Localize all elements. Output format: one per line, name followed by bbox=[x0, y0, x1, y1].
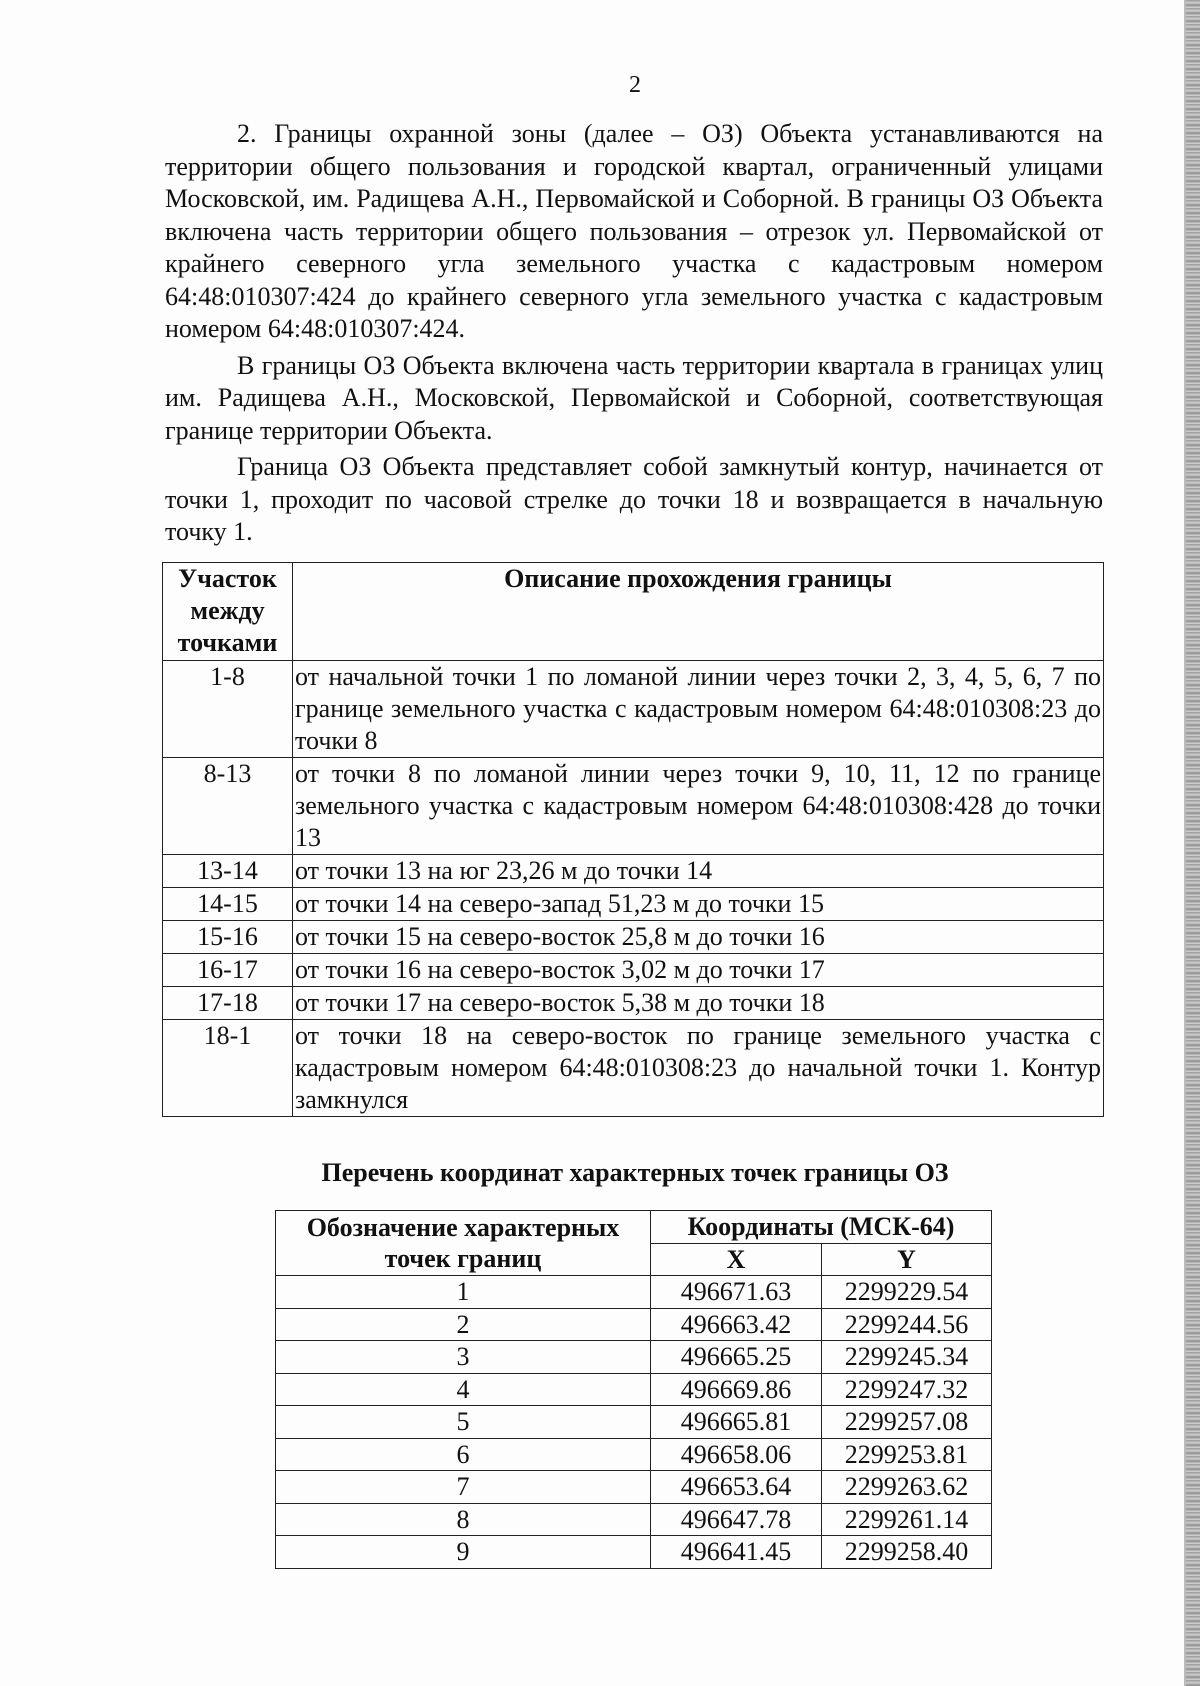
table-row bbox=[163, 954, 1104, 987]
description-cell: от точки 13 на юг 23,26 м до точки 14 bbox=[293, 855, 1104, 888]
table-row bbox=[276, 1373, 992, 1406]
paragraph-quarter: В границы ОЗ Объекта включена часть территории квартала в границах улиц им. Радищева А.Н., Московской, Первомайской и Соборной, соответствующая границе территории Объекта. bbox=[165, 350, 1103, 445]
header-coordinates: Координаты (МСК-64) bbox=[651, 1211, 992, 1244]
point-cell: 8 bbox=[276, 1503, 651, 1536]
table-row bbox=[276, 1406, 992, 1439]
scan-edge bbox=[1186, 0, 1200, 1686]
x-cell: 496669.86 bbox=[651, 1373, 822, 1406]
route-table-container bbox=[162, 562, 1103, 1117]
x-cell: 496658.06 bbox=[651, 1438, 822, 1471]
y-cell: 2299245.34 bbox=[822, 1341, 992, 1374]
table-row bbox=[163, 661, 1104, 758]
y-cell: 2299253.81 bbox=[822, 1438, 992, 1471]
header-point-designation: Обозначение характерных точек границ bbox=[276, 1211, 651, 1276]
point-cell: 9 bbox=[276, 1536, 651, 1569]
header-x: X bbox=[651, 1243, 822, 1276]
segment-cell: 17-18 bbox=[163, 987, 293, 1020]
table-row bbox=[276, 1341, 992, 1374]
x-cell: 496663.42 bbox=[651, 1308, 822, 1341]
y-cell: 2299244.56 bbox=[822, 1308, 992, 1341]
route-table-header-row bbox=[163, 563, 1104, 661]
header-segment: Участок между точками bbox=[163, 563, 293, 661]
paragraph-boundaries: 2. Границы охранной зоны (далее – ОЗ) Объекта устанавливаются на территории общего пользования и городской квартал, ограниченный улицами Московской, им. Радищева А.Н., Первомайской и Соборной. В границы ОЗ Объекта включена часть территории общего пользования – отрезок ул. Первомайской от крайнего северного угла земельного участка с кадастровым номером 64:48:010307:424 до крайнего северного угла земельного участка с кадастровым номером 64:48:010307:424. bbox=[165, 119, 1103, 343]
table-row bbox=[276, 1276, 992, 1309]
point-cell: 7 bbox=[276, 1471, 651, 1504]
header-y: Y bbox=[822, 1243, 992, 1276]
point-cell: 3 bbox=[276, 1341, 651, 1374]
table-row bbox=[163, 888, 1104, 921]
x-cell: 496641.45 bbox=[651, 1536, 822, 1569]
body-text bbox=[165, 118, 1103, 553]
coords-table bbox=[275, 1210, 992, 1569]
x-cell: 496647.78 bbox=[651, 1503, 822, 1536]
coords-table-container bbox=[275, 1210, 991, 1569]
description-cell: от точки 15 на северо-восток 25,8 м до точки 16 bbox=[293, 921, 1104, 954]
table-row bbox=[276, 1308, 992, 1341]
table-row bbox=[163, 921, 1104, 954]
y-cell: 2299229.54 bbox=[822, 1276, 992, 1309]
coords-header-row-1 bbox=[276, 1211, 992, 1244]
description-cell: от точки 18 на северо-восток по границе земельного участка с кадастровым номером 64:48:010308:23 до начальной точки 1. Контур замкнулся bbox=[293, 1020, 1104, 1117]
y-cell: 2299257.08 bbox=[822, 1406, 992, 1439]
description-cell: от точки 17 на северо-восток 5,38 м до точки 18 bbox=[293, 987, 1104, 1020]
description-cell: от начальной точки 1 по ломаной линии через точки 2, 3, 4, 5, 6, 7 по границе земельного участка с кадастровым номером 64:48:010308:23 до точки 8 bbox=[293, 661, 1104, 758]
point-cell: 6 bbox=[276, 1438, 651, 1471]
x-cell: 496671.63 bbox=[651, 1276, 822, 1309]
table-row bbox=[163, 987, 1104, 1020]
header-description: Описание прохождения границы bbox=[293, 563, 1104, 661]
table-row bbox=[276, 1471, 992, 1504]
segment-cell: 15-16 bbox=[163, 921, 293, 954]
x-cell: 496665.25 bbox=[651, 1341, 822, 1374]
description-cell: от точки 8 по ломаной линии через точки 9, 10, 11, 12 по границе земельного участка с кадастровым номером 64:48:010308:428 до точки 13 bbox=[293, 758, 1104, 855]
table-row bbox=[163, 855, 1104, 888]
x-cell: 496653.64 bbox=[651, 1471, 822, 1504]
paragraph-contour: Граница ОЗ Объекта представляет собой замкнутый контур, начинается от точки 1, проходит по часовой стрелке до точки 18 и возвращается в начальную точку 1. bbox=[165, 452, 1103, 546]
x-cell: 496665.81 bbox=[651, 1406, 822, 1439]
point-cell: 2 bbox=[276, 1308, 651, 1341]
point-cell: 1 bbox=[276, 1276, 651, 1309]
segment-cell: 18-1 bbox=[163, 1020, 293, 1117]
segment-cell: 8-13 bbox=[163, 758, 293, 855]
description-cell: от точки 14 на северо-запад 51,23 м до точки 15 bbox=[293, 888, 1104, 921]
segment-cell: 14-15 bbox=[163, 888, 293, 921]
coords-title: Перечень координат характерных точек границы ОЗ bbox=[321, 1158, 949, 1187]
page-number: 2 bbox=[629, 72, 641, 98]
point-cell: 5 bbox=[276, 1406, 651, 1439]
table-row bbox=[163, 758, 1104, 855]
table-row bbox=[276, 1536, 992, 1569]
y-cell: 2299258.40 bbox=[822, 1536, 992, 1569]
segment-cell: 1-8 bbox=[163, 661, 293, 758]
segment-cell: 13-14 bbox=[163, 855, 293, 888]
table-row bbox=[276, 1503, 992, 1536]
y-cell: 2299263.62 bbox=[822, 1471, 992, 1504]
point-cell: 4 bbox=[276, 1373, 651, 1406]
table-row bbox=[163, 1020, 1104, 1117]
description-cell: от точки 16 на северо-восток 3,02 м до точки 17 bbox=[293, 954, 1104, 987]
route-table bbox=[162, 562, 1104, 1117]
y-cell: 2299247.32 bbox=[822, 1373, 992, 1406]
y-cell: 2299261.14 bbox=[822, 1503, 992, 1536]
segment-cell: 16-17 bbox=[163, 954, 293, 987]
table-row bbox=[276, 1438, 992, 1471]
